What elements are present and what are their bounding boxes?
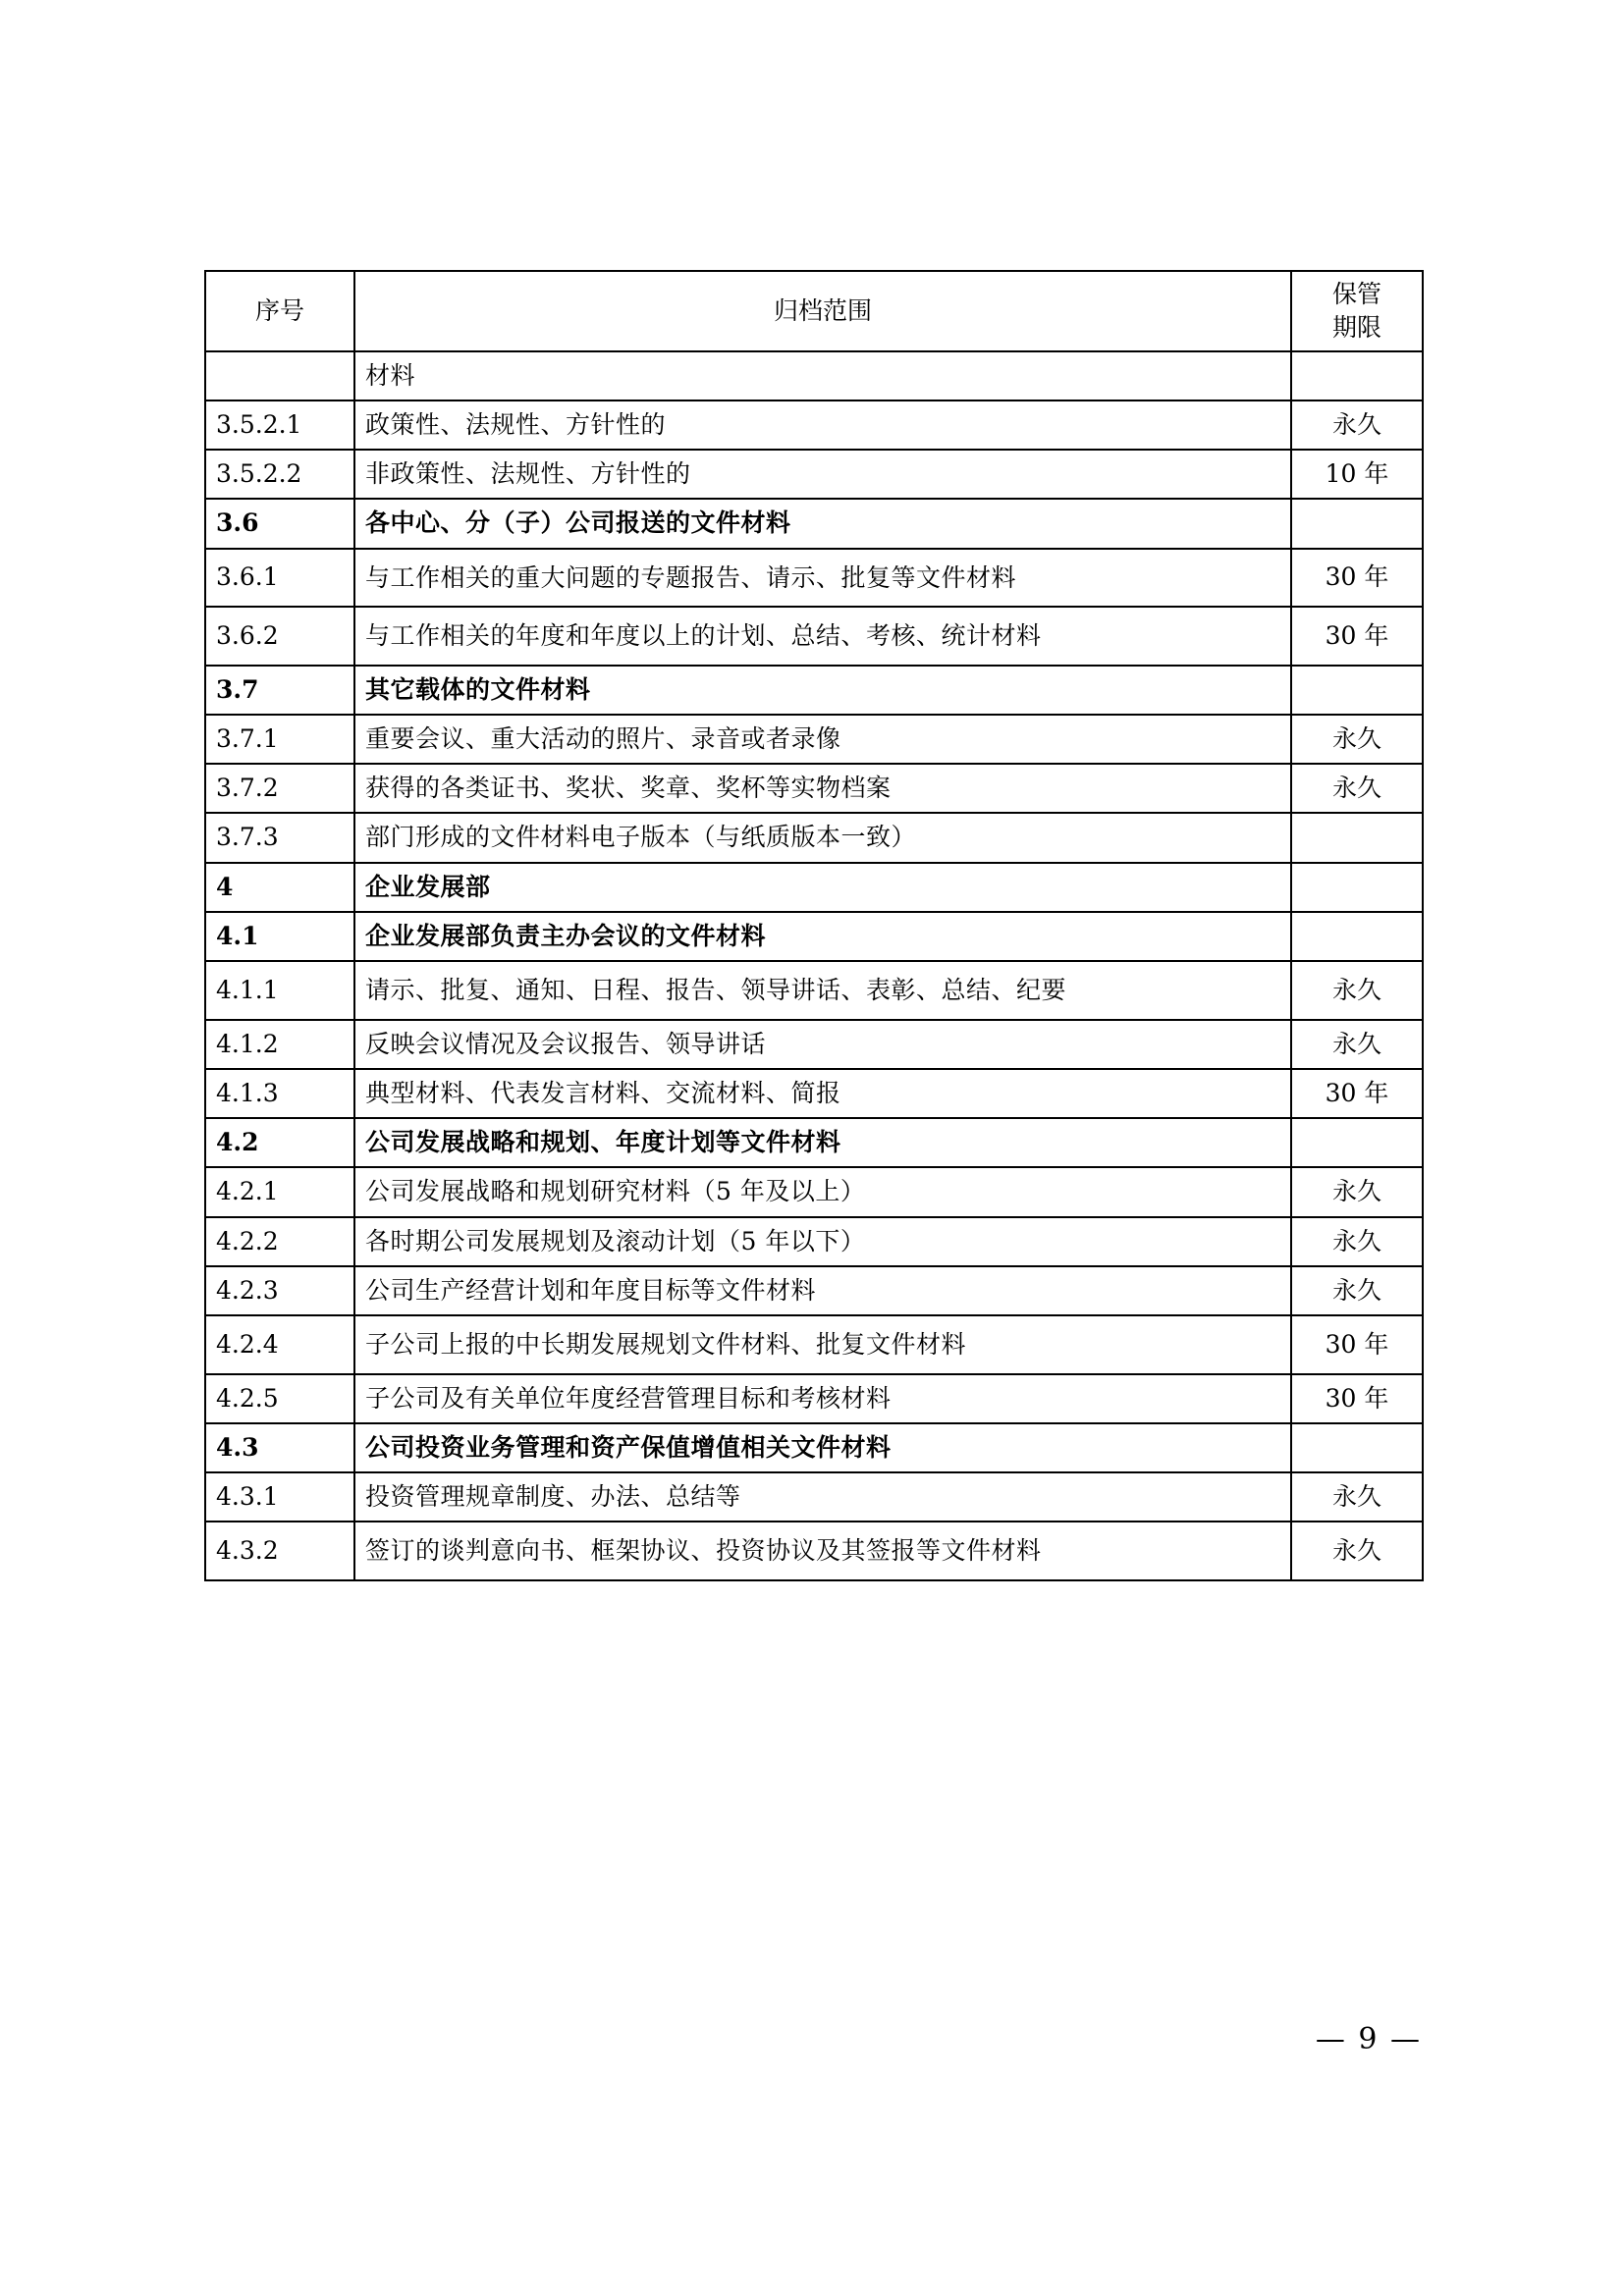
cell-scope: 子公司上报的中长期发展规划文件材料、批复文件材料: [354, 1315, 1291, 1374]
cell-scope: 反映会议情况及会议报告、领导讲话: [354, 1020, 1291, 1069]
page-number: — 9 —: [1315, 2022, 1422, 2056]
cell-retention: 30 年: [1291, 607, 1423, 666]
table-body: [205, 351, 1423, 1580]
cell-scope: 企业发展部: [354, 863, 1291, 912]
cell-retention: 30 年: [1291, 1315, 1423, 1374]
table-row: [205, 1118, 1423, 1167]
cell-number: 4.1.3: [205, 1069, 354, 1118]
table-row: [205, 666, 1423, 715]
cell-number: 4.2.5: [205, 1374, 354, 1423]
table-row: [205, 912, 1423, 961]
column-header-retention-line1: 保管: [1331, 280, 1381, 308]
table-row: [205, 400, 1423, 450]
cell-scope: 公司发展战略和规划、年度计划等文件材料: [354, 1118, 1291, 1167]
cell-scope: 政策性、法规性、方针性的: [354, 400, 1291, 450]
cell-retention: 永久: [1291, 764, 1423, 813]
cell-scope: 企业发展部负责主办会议的文件材料: [354, 912, 1291, 961]
column-header-number: 序号: [205, 271, 354, 351]
cell-retention: [1291, 351, 1423, 400]
table-row: [205, 1167, 1423, 1216]
cell-scope: 获得的各类证书、奖状、奖章、奖杯等实物档案: [354, 764, 1291, 813]
cell-retention: [1291, 1118, 1423, 1167]
cell-number: 4.1.2: [205, 1020, 354, 1069]
table-row: [205, 1315, 1423, 1374]
table-row: [205, 863, 1423, 912]
cell-number: 3.5.2.2: [205, 450, 354, 499]
table-row: [205, 351, 1423, 400]
cell-number: 4.1.1: [205, 961, 354, 1020]
cell-retention: 30 年: [1291, 1374, 1423, 1423]
cell-retention: [1291, 863, 1423, 912]
cell-scope: 请示、批复、通知、日程、报告、领导讲话、表彰、总结、纪要: [354, 961, 1291, 1020]
cell-retention: 30 年: [1291, 549, 1423, 608]
cell-number: 3.5.2.1: [205, 400, 354, 450]
table-row: [205, 1217, 1423, 1266]
cell-scope: 子公司及有关单位年度经营管理目标和考核材料: [354, 1374, 1291, 1423]
cell-scope: 材料: [354, 351, 1291, 400]
cell-scope: 各时期公司发展规划及滚动计划（5 年以下）: [354, 1217, 1291, 1266]
cell-retention: 永久: [1291, 1266, 1423, 1315]
cell-scope: 公司投资业务管理和资产保值增值相关文件材料: [354, 1423, 1291, 1472]
cell-retention: [1291, 499, 1423, 548]
column-header-scope: 归档范围: [354, 271, 1291, 351]
cell-scope: 其它载体的文件材料: [354, 666, 1291, 715]
table-row: [205, 1374, 1423, 1423]
cell-number: 4.1: [205, 912, 354, 961]
cell-number: 4.2.4: [205, 1315, 354, 1374]
cell-scope: 公司生产经营计划和年度目标等文件材料: [354, 1266, 1291, 1315]
cell-retention: 永久: [1291, 1472, 1423, 1522]
cell-scope: 投资管理规章制度、办法、总结等: [354, 1472, 1291, 1522]
table-row: [205, 715, 1423, 764]
table-row: [205, 1020, 1423, 1069]
table-row: [205, 813, 1423, 862]
cell-scope: 与工作相关的年度和年度以上的计划、总结、考核、统计材料: [354, 607, 1291, 666]
cell-number: 4.2.3: [205, 1266, 354, 1315]
table-row: [205, 607, 1423, 666]
cell-number: 4.3.1: [205, 1472, 354, 1522]
cell-scope: 部门形成的文件材料电子版本（与纸质版本一致）: [354, 813, 1291, 862]
table-row: [205, 1266, 1423, 1315]
cell-retention: 30 年: [1291, 1069, 1423, 1118]
cell-number: 4.2.1: [205, 1167, 354, 1216]
cell-number: 3.6.2: [205, 607, 354, 666]
cell-retention: [1291, 666, 1423, 715]
table-row: [205, 1472, 1423, 1522]
table-row: [205, 1423, 1423, 1472]
cell-scope: 公司发展战略和规划研究材料（5 年及以上）: [354, 1167, 1291, 1216]
cell-scope: 非政策性、法规性、方针性的: [354, 450, 1291, 499]
table-header-row: [205, 271, 1423, 351]
cell-number: 4: [205, 863, 354, 912]
cell-scope: 签订的谈判意向书、框架协议、投资协议及其签报等文件材料: [354, 1522, 1291, 1580]
table-row: [205, 1522, 1423, 1580]
cell-retention: 10 年: [1291, 450, 1423, 499]
archive-scope-table: [204, 270, 1424, 1581]
cell-retention: 永久: [1291, 1167, 1423, 1216]
table-row: [205, 1069, 1423, 1118]
cell-retention: 永久: [1291, 1217, 1423, 1266]
cell-number: 3.6: [205, 499, 354, 548]
cell-number: 4.3: [205, 1423, 354, 1472]
cell-retention: 永久: [1291, 715, 1423, 764]
cell-number: 3.6.1: [205, 549, 354, 608]
cell-retention: [1291, 813, 1423, 862]
cell-scope: 典型材料、代表发言材料、交流材料、简报: [354, 1069, 1291, 1118]
archive-scope-table-container: [204, 270, 1422, 1581]
cell-retention: 永久: [1291, 1020, 1423, 1069]
table-row: [205, 499, 1423, 548]
cell-scope: 重要会议、重大活动的照片、录音或者录像: [354, 715, 1291, 764]
cell-retention: 永久: [1291, 1522, 1423, 1580]
cell-scope: 与工作相关的重大问题的专题报告、请示、批复等文件材料: [354, 549, 1291, 608]
cell-number: 3.7: [205, 666, 354, 715]
cell-number: 4.3.2: [205, 1522, 354, 1580]
cell-retention: [1291, 912, 1423, 961]
cell-retention: [1291, 1423, 1423, 1472]
table-row: [205, 450, 1423, 499]
cell-number: [205, 351, 354, 400]
column-header-retention-line2: 期限: [1331, 312, 1381, 342]
table-row: [205, 764, 1423, 813]
table-row: [205, 961, 1423, 1020]
cell-retention: 永久: [1291, 400, 1423, 450]
cell-number: 3.7.2: [205, 764, 354, 813]
cell-number: 4.2.2: [205, 1217, 354, 1266]
column-header-retention: [1291, 271, 1423, 351]
cell-number: 4.2: [205, 1118, 354, 1167]
cell-retention: 永久: [1291, 961, 1423, 1020]
cell-number: 3.7.3: [205, 813, 354, 862]
cell-number: 3.7.1: [205, 715, 354, 764]
table-row: [205, 549, 1423, 608]
cell-scope: 各中心、分（子）公司报送的文件材料: [354, 499, 1291, 548]
